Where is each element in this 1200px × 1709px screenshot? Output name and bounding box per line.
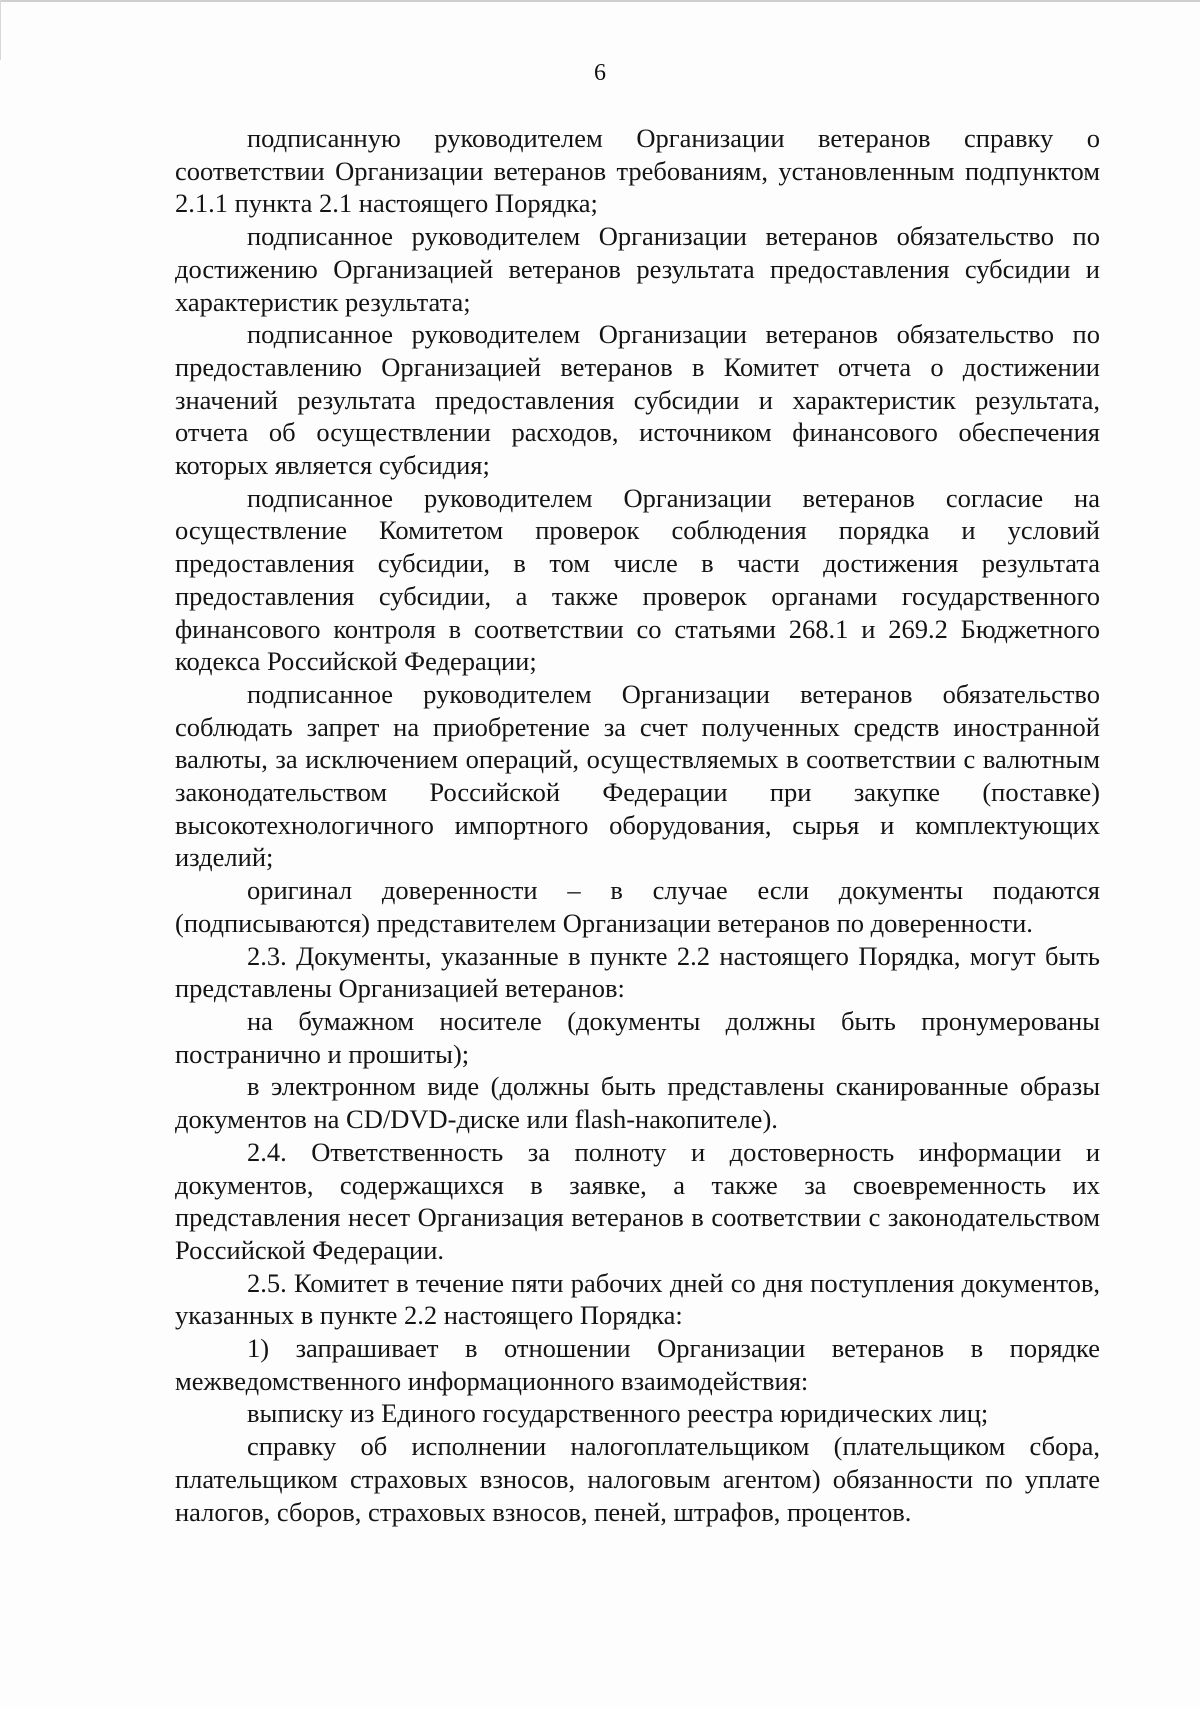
paragraph-certificate-compliance: подписанную руководителем Организации ветеранов справку о соответствии Организации ветеранов требованиям, установленным подпунктом 2.1.1 пункта 2.1 настоящего Порядка; bbox=[175, 123, 1100, 219]
scan-left-edge bbox=[0, 0, 1, 60]
paragraph-obligation-report: подписанное руководителем Организации ветеранов обязательство по предоставлению Организацией ветеранов в Комитет отчета о достижении значений результата предоставления субсидии и характеристик результата, отчета об осуществлении расходов, источником финансового обеспечения которых является субсидия; bbox=[175, 319, 1100, 481]
paragraph-obligation-currency-ban: подписанное руководителем Организации ветеранов обязательство соблюдать запрет на приобретение за счет полученных средств иностранной валюты, за исключением операций, осуществляемых в соответствии с валютным законодательством Российской Федерации при закупке (поставке) высокотехнологичного импортного оборудования, сырья и комплектующих изделий; bbox=[175, 678, 1100, 873]
paragraph-tax-certificate: справку об исполнении налогоплательщиком (плательщиком сбора, плательщиком страховых взносов, налоговым агентом) обязанности по уплате налогов, сборов, страховых взносов, пеней, штрафов, процентов. bbox=[175, 1431, 1100, 1527]
paragraph-section-2-3: 2.3. Документы, указанные в пункте 2.2 настоящего Порядка, могут быть представлены Организацией ветеранов: bbox=[175, 940, 1100, 1004]
paragraph-electronic-format: в электронном виде (должны быть представлены сканированные образы документов на CD/DVD-диске или flash-накопителе). bbox=[175, 1071, 1100, 1135]
paragraph-item-1-request: 1) запрашивает в отношении Организации ветеранов в порядке межведомственного информационного взаимодействия: bbox=[175, 1333, 1100, 1396]
paragraph-registry-extract: выписку из Единого государственного реестра юридических лиц; bbox=[247, 1398, 989, 1429]
paragraph-section-2-5: 2.5. Комитет в течение пяти рабочих дней со дня поступления документов, указанных в пункте 2.2 настоящего Порядка: bbox=[175, 1267, 1100, 1331]
paragraph-paper-format: на бумажном носителе (документы должны быть пронумерованы постранично и прошиты); bbox=[175, 1005, 1100, 1069]
paragraph-consent-inspections: подписанное руководителем Организации ветеранов согласие на осуществление Комитетом проверок соблюдения порядка и условий предоставления субсидии, в том числе в части достижения результата предоставления субсидии, а также проверок органами государственного финансового контроля в соответствии со статьями 268.1 и 269.2 Бюджетного кодекса Российской Федерации; bbox=[175, 482, 1100, 677]
paragraph-obligation-result: подписанное руководителем Организации ветеранов обязательство по достижению Организацией ветеранов результата предоставления субсидии и характеристик результата; bbox=[175, 221, 1100, 317]
paragraph-power-of-attorney: оригинал доверенности – в случае если документы подаются (подписываются) представителем Организации ветеранов по доверенности. bbox=[175, 875, 1100, 938]
paragraph-section-2-4: 2.4. Ответственность за полноту и достоверность информации и документов, содержащихся в заявке, а также за своевременность их представления несет Организация ветеранов в соответствии с законодательством Российской Федерации. bbox=[175, 1136, 1100, 1265]
scan-top-edge bbox=[0, 0, 1200, 2]
document-body bbox=[175, 122, 1100, 1528]
page-number: 6 bbox=[594, 60, 606, 86]
